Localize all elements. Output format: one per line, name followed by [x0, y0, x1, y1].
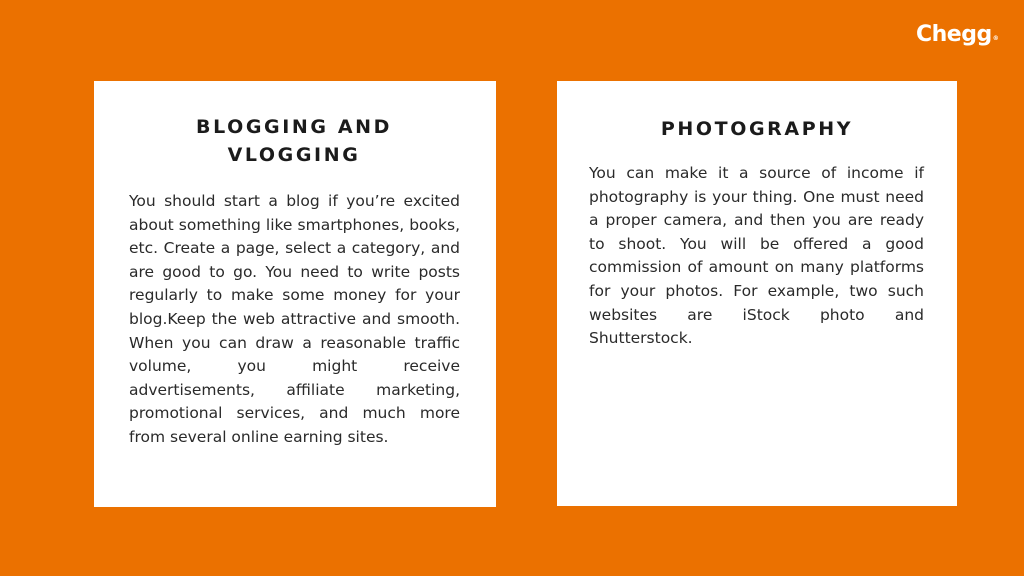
card-body-text: You should start a blog if you’re excited about something like smartphones, books, etc. Create a page, select a category, and are good to go. You need to write posts regularly to make some money for your blog.Keep the web attractive and smooth. When you can draw a reasonable traffic volume, you might receive advertisements, affiliate marketing, promotional services, and much more from several online earning sites. [129, 192, 460, 446]
card-photography [557, 81, 957, 506]
card-title: PHOTOGRAPHY [660, 118, 854, 140]
card-blogging [94, 81, 496, 507]
card-title: BLOGGING AND VLOGGING [195, 116, 392, 166]
logo-text: Chegg [916, 22, 992, 47]
registered-mark: ® [992, 35, 999, 42]
chegg-logo [916, 22, 999, 48]
card-body-text: You can make it a source of income if photography is your thing. One must need a proper camera, and then you are ready to shoot. You will be offered a good commission of amount on many platforms for your photos. For example, two such websites are iStock photo and Shutterstock. [589, 164, 924, 348]
